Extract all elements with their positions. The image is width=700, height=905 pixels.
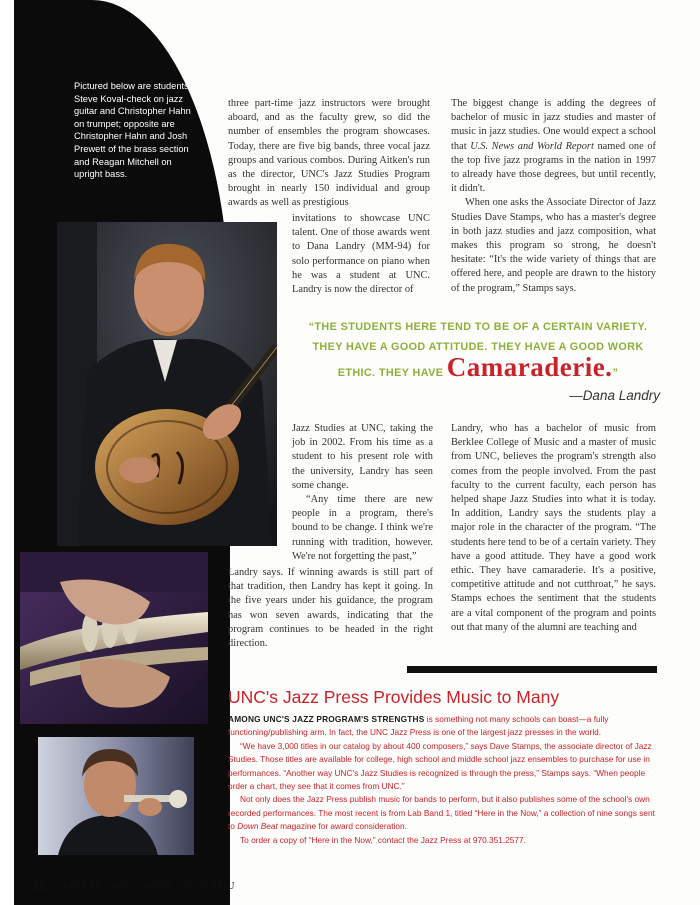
article-paragraph: three part-time jazz instructors were brought aboard, and as the faculty grew, so did the number of ensembles the program showcases. Today, there are five big bands, three vocal jazz groups and various combos. During Aitken's run as the director, UNC's Jazz Studies Program brought in nearly 150 individual and group awards as well as prestigious <box>228 98 430 209</box>
pull-quote-line: “THE STUDENTS HERE TEND TO BE OF A CERTAIN VARIETY. <box>308 321 648 333</box>
pull-quote-highlight: Camaraderie. <box>446 352 613 382</box>
sidebar-paragraph: Not only does the Jazz Press publish music for bands to perform, but it also publishes some of the school's own recorded performances. The most recent is from Lab Band 1, titled “Here in the Now,” a collection of nine songs sent to Down Beat magazine for award consideration. <box>228 794 655 832</box>
article-column-3-bottom <box>228 566 433 651</box>
article-column-2-top <box>451 97 656 296</box>
pull-quote-attribution: —Dana Landry <box>569 388 660 403</box>
page-edge <box>0 0 14 905</box>
photo-guitarist <box>57 222 277 546</box>
sidebar-body <box>228 713 660 847</box>
photo-horn-player <box>38 737 194 855</box>
article-column-3-wrap <box>292 422 433 564</box>
photo-trumpet-player <box>20 552 208 724</box>
article-paragraph: Landry says. If winning awards is still part of that tradition, then Landry has kept it going. In the five years under his guidance, the program has won seven awards, indicating that the program continues to be headed in the right direction. <box>228 567 433 650</box>
page-number: 12 <box>33 880 46 892</box>
pull-quote <box>288 317 668 383</box>
pull-quote-line: THEY HAVE A GOOD ATTITUDE. THEY HAVE A GOOD WORK <box>312 341 644 353</box>
sidebar-headline: UNC's Jazz Press Provides Music to Many <box>228 687 560 707</box>
sidebar-paragraph: “We have 3,000 titles in our catalog by about 400 composers,” says Dave Stamps, the associate director of Jazz Studies. Those titles are available for college, high school and middle school jazz ensembles to purchase for use in performances. “Another way UNC's Jazz Studies is recognized is through the press,” Stamps says. “When people order a chart, they see that it comes from UNC.” <box>228 740 652 792</box>
article-column-4 <box>451 422 656 635</box>
article-column-1-top <box>228 97 430 211</box>
article-paragraph: Landry, who has a bachelor of music from Berklee College of Music and a master of music from UNC, believes the program's strength also comes from the people involved. From the past faculty to the current faculty, each person has helped shape Jazz Studies into what it is today. In addition, Landry says the students play a major role in the character of the program. “The students here tend to be of a certain variety. They have a good attitude. They have a good work ethic. They have camaraderie. It's a positive, competitive attitude and not cutthroat,” he says. Stamps echoes the sentiment that the students are a vital component of the program and points out that many of the alumni are teaching and <box>451 423 656 633</box>
article-paragraph: When one asks the Associate Director of Jazz Studies Dave Stamps, who has a master's degree in both jazz studies and jazz composition, what makes this program so strong, he doesn't hesitate: “It's the wide variety of things that are offered here, and people are drawn to the history of the program,” Stamps says. <box>451 197 656 294</box>
sidebar-paragraph: AMONG UNC'S JAZZ PROGRAM'S STRENGTHS is something not many schools can boast—a fully functioning/publishing arm. In fact, the UNC Jazz Press is one of the largest jazz presses in the world. <box>228 714 609 738</box>
article-paragraph: “Any time there are new people in a program, there's bound to be change. I think we're running with tradition, however. We're not forgetting the past,” <box>292 494 433 562</box>
article-column-1-wrap <box>292 212 430 297</box>
section-divider <box>407 666 657 673</box>
footer-issue-url: < WINTER 2008 > WWW.UNCO.EDU <box>45 881 236 892</box>
page-footer <box>33 880 235 892</box>
pull-quote-line: ETHIC. THEY HAVE Camaraderie.” <box>337 352 619 382</box>
article-paragraph: Jazz Studies at UNC, taking the job in 2002. From his time as a student to his present role with the university, Landry has seen some change. <box>292 423 433 491</box>
sidebar-lead-in: AMONG UNC'S JAZZ PROGRAM'S STRENGTHS <box>228 714 425 724</box>
article-paragraph: invitations to showcase UNC talent. One of those awards went to Dana Landry (MM-94) for solo performance on piano when he was a student at UNC. Landry is now the director of <box>292 213 430 296</box>
photo-caption: Pictured below are students Steve Koval-check on jazz guitar and Christopher Hahn on trumpet; opposite are Christopher Hahn and Josh Prewett of the brass section and Reagan Mitchell on upright bass. <box>74 81 191 180</box>
article-paragraph: The biggest change is adding the degrees of bachelor of music in jazz studies and master of music in jazz studies. One would expect a school that U.S. News and World Report named one of the top five jazz programs in the nation in 1997 to already have those degrees, but until recently, it didn't. <box>451 98 656 195</box>
sidebar-paragraph: To order a copy of “Here in the Now,” contact the Jazz Press at 970.351.2577. <box>240 834 526 845</box>
